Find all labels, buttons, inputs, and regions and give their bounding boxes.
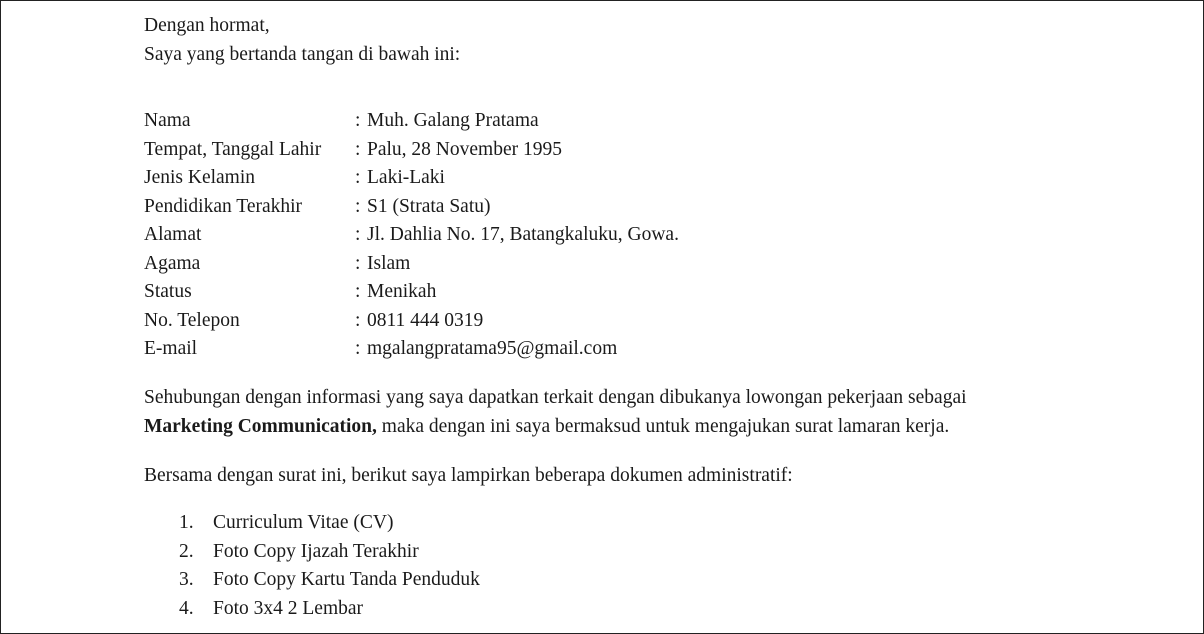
list-item (144, 566, 1184, 595)
list-number: 1. (179, 512, 194, 533)
field-row-telepon (144, 307, 1184, 336)
field-label: Pendidikan Terakhir (144, 195, 303, 217)
field-separator: : (355, 309, 361, 331)
field-row-agama (144, 250, 1184, 279)
list-text: Foto 3x4 2 Lembar (213, 597, 364, 619)
field-value: Muh. Galang Pratama (367, 110, 539, 131)
field-label: Nama (144, 110, 191, 131)
field-separator: : (355, 138, 361, 160)
field-separator: : (355, 281, 361, 302)
field-label: E-mail (144, 338, 198, 359)
spacer (144, 364, 1184, 383)
field-value: Islam (367, 252, 411, 274)
field-label: Agama (144, 252, 201, 274)
field-value: mgalangpratama95@gmail.com (367, 338, 618, 359)
paragraph-line (144, 412, 1184, 442)
spacer (144, 69, 1184, 107)
field-separator: : (355, 252, 361, 274)
field-value: 0811 444 0319 (367, 309, 484, 331)
field-separator: : (355, 167, 361, 188)
field-separator: : (355, 195, 361, 217)
field-separator: : (355, 224, 361, 245)
list-item (144, 595, 1184, 624)
greeting: Dengan hormat, (144, 15, 270, 36)
personal-details (144, 107, 1184, 364)
list-text: Foto Copy Kartu Tanda Penduduk (213, 569, 480, 590)
field-row-alamat (144, 221, 1184, 250)
field-label: Jenis Kelamin (144, 167, 256, 188)
list-item (144, 509, 1184, 538)
application-paragraph (144, 383, 1184, 442)
field-separator: : (355, 110, 361, 131)
field-label: Status (144, 281, 192, 302)
field-row-jenis-kelamin (144, 164, 1184, 193)
field-value: Jl. Dahlia No. 17, Batangkaluku, Gowa. (367, 224, 679, 245)
field-value: Palu, 28 November 1995 (367, 138, 562, 160)
paragraph-text: maka dengan ini saya bermaksud untuk mengajukan surat lamaran kerja. (376, 416, 950, 437)
list-number: 3. (179, 569, 194, 590)
list-text: Curriculum Vitae (CV) (213, 512, 394, 533)
field-row-pendidikan (144, 193, 1184, 222)
field-value: Menikah (367, 281, 437, 302)
paragraph-line: Sehubungan dengan informasi yang saya dapatkan terkait dengan dibukanya lowongan pekerjaan sebagai (144, 386, 967, 408)
intro-line: Saya yang bertanda tangan di bawah ini: (144, 43, 461, 65)
field-row-tempat-tanggal-lahir (144, 136, 1184, 165)
field-row-email (144, 335, 1184, 364)
field-label: No. Telepon (144, 309, 240, 331)
list-text: Foto Copy Ijazah Terakhir (213, 540, 419, 562)
list-number: 4. (179, 597, 194, 619)
field-value: S1 (Strata Satu) (367, 195, 491, 217)
spacer (144, 442, 1184, 461)
field-row-nama (144, 107, 1184, 136)
letter-body (144, 12, 1184, 623)
position-title: Marketing Communication, (144, 416, 377, 437)
list-number: 2. (179, 540, 194, 562)
field-label: Tempat, Tanggal Lahir (144, 138, 322, 160)
field-value: Laki-Laki (367, 167, 445, 188)
list-item (144, 538, 1184, 567)
field-separator: : (355, 338, 361, 359)
field-row-status (144, 278, 1184, 307)
spacer (144, 490, 1184, 509)
attachments-intro: Bersama dengan surat ini, berikut saya lampirkan beberapa dokumen administratif: (144, 464, 793, 486)
field-label: Alamat (144, 224, 202, 245)
attachment-list (144, 509, 1184, 623)
